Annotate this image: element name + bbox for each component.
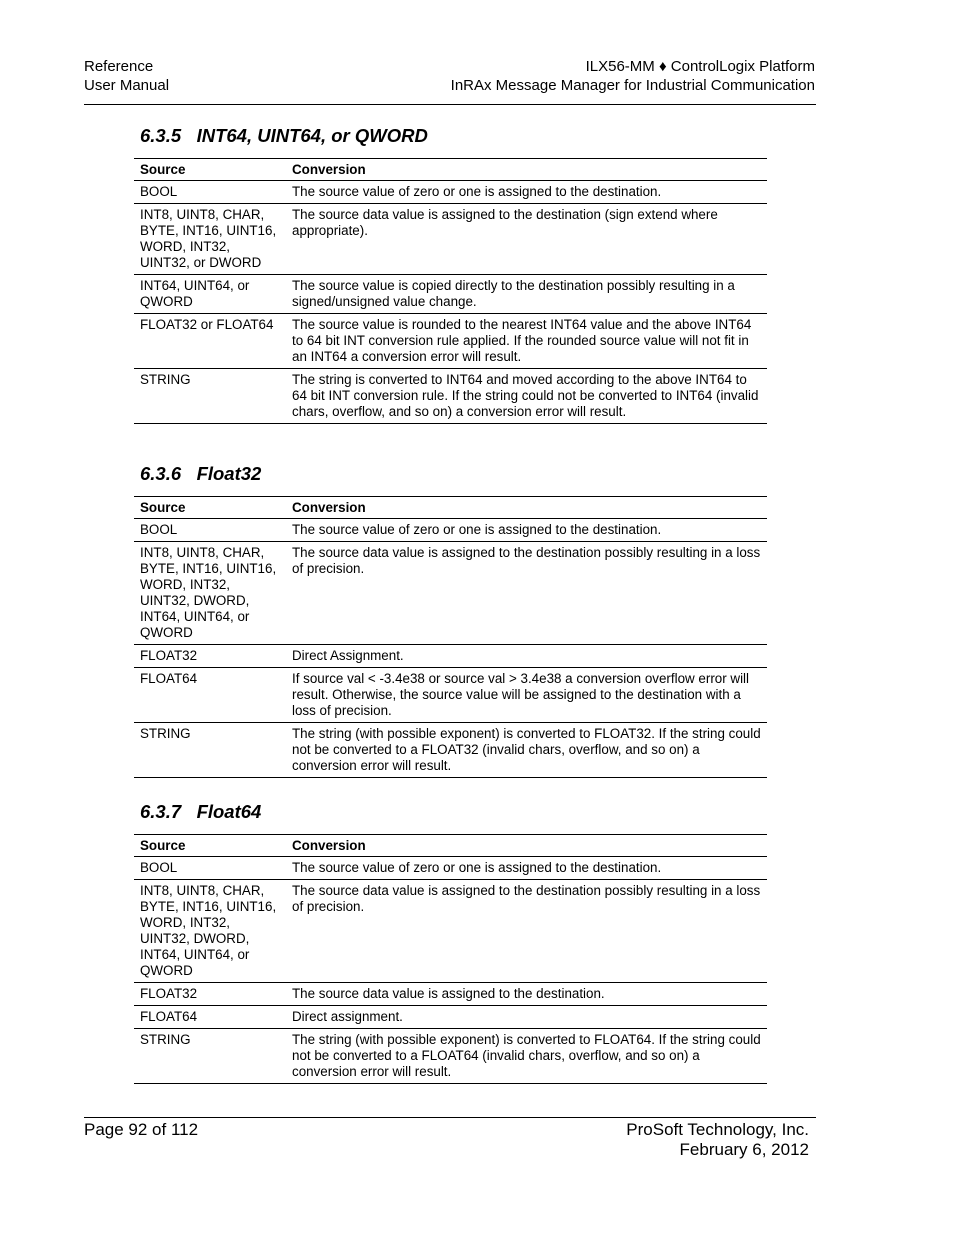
conversion-cell: The string is converted to INT64 and moved according to the above INT64 to 64 bit INT conversion rule. If the string could not be converted to INT64 (invalid chars, overflow, and so on) a conversion error will result.: [292, 372, 759, 419]
conversion-cell: The string (with possible exponent) is converted to FLOAT64. If the string could not be converted to a FLOAT64 (invalid chars, overflow, and so on) a conversion error will result.: [292, 1032, 761, 1079]
source-cell: INT8, UINT8, CHAR, BYTE, INT16, UINT16, WORD, INT32, UINT32, DWORD, INT64, UINT64, or QWORD: [140, 545, 277, 640]
table-row: [134, 181, 767, 204]
publication-date: February 6, 2012: [679, 1140, 809, 1159]
section-title-6-3-7: 6.3.7 Float64: [140, 801, 262, 822]
header-divider: [84, 104, 816, 105]
column-header-conversion: Conversion: [292, 838, 366, 853]
header-product: ILX56-MM ♦ ControlLogix Platform: [585, 58, 815, 75]
conversion-cell: The source value of zero or one is assigned to the destination.: [292, 860, 662, 875]
table-header-row: [134, 497, 767, 519]
table-row: [134, 668, 767, 723]
conversion-cell: The source value of zero or one is assigned to the destination.: [292, 184, 662, 199]
company-name: ProSoft Technology, Inc.: [626, 1120, 809, 1139]
conversion-table-float32: [134, 496, 767, 778]
source-cell: BOOL: [140, 184, 178, 199]
column-header-conversion: Conversion: [292, 162, 366, 177]
conversion-cell: Direct Assignment.: [292, 648, 404, 663]
header-product-subtitle: InRAx Message Manager for Industrial Communication: [450, 77, 815, 94]
table-row: [134, 204, 767, 275]
source-cell: FLOAT64: [140, 671, 198, 686]
conversion-table-float64: [134, 834, 767, 1084]
column-header-conversion: Conversion: [292, 500, 366, 515]
source-cell: FLOAT32: [140, 986, 198, 1001]
table-row: [134, 519, 767, 542]
source-cell: FLOAT64: [140, 1009, 198, 1024]
source-cell: STRING: [140, 726, 191, 741]
page-footer-right: [626, 1120, 809, 1160]
table-row: [134, 645, 767, 668]
conversion-cell: The source data value is assigned to the destination (sign extend where appropriate).: [292, 207, 718, 238]
source-cell: INT8, UINT8, CHAR, BYTE, INT16, UINT16, WORD, INT32, UINT32, DWORD, INT64, UINT64, or QWORD: [140, 883, 277, 978]
conversion-cell: The source value of zero or one is assigned to the destination.: [292, 522, 662, 537]
source-cell: BOOL: [140, 522, 178, 537]
header-chapter: Reference: [84, 58, 154, 75]
conversion-cell: The source value is rounded to the nearest INT64 value and the above INT64 to 64 bit INT conversion rule applied. If the rounded source value will not fit in an INT64 a conversion error will result.: [292, 317, 752, 364]
source-cell: STRING: [140, 372, 191, 387]
table-row: [134, 857, 767, 880]
source-cell: STRING: [140, 1032, 191, 1047]
header-doc-type: User Manual: [84, 77, 170, 94]
table-row: [134, 314, 767, 369]
conversion-cell: The string (with possible exponent) is converted to FLOAT32. If the string could not be converted to a FLOAT32 (invalid chars, overflow, and so on) a conversion error will result.: [292, 726, 761, 773]
column-header-source: Source: [140, 500, 186, 515]
conversion-cell: The source data value is assigned to the destination possibly resulting in a loss of precision.: [292, 883, 761, 914]
header-right: [451, 57, 815, 95]
table-row: [134, 983, 767, 1006]
conversion-cell: The source value is copied directly to the destination possibly resulting in a signed/unsigned value change.: [292, 278, 735, 309]
table-row: [134, 275, 767, 314]
table-row: [134, 723, 767, 778]
conversion-cell: The source data value is assigned to the destination possibly resulting in a loss of precision.: [292, 545, 761, 576]
source-cell: INT64, UINT64, or QWORD: [140, 278, 250, 309]
conversion-cell: The source data value is assigned to the destination.: [292, 986, 605, 1001]
table-row: [134, 1029, 767, 1084]
source-cell: BOOL: [140, 860, 178, 875]
table-row: [134, 542, 767, 645]
source-cell: FLOAT32: [140, 648, 198, 663]
header-left: [84, 57, 169, 95]
conversion-cell: Direct assignment.: [292, 1009, 403, 1024]
section-title-6-3-6: 6.3.6 Float32: [140, 463, 262, 484]
section-title-6-3-5: 6.3.5 INT64, UINT64, or QWORD: [140, 125, 428, 146]
table-header-row: [134, 835, 767, 857]
table-header-row: [134, 159, 767, 181]
conversion-cell: If source val < -3.4e38 or source val > 3.4e38 a conversion overflow error will result. Otherwise, the source value will be assigned to the destination with a loss of precision.: [292, 671, 749, 718]
table-row: [134, 1006, 767, 1029]
footer-divider: [84, 1117, 816, 1118]
conversion-table-int64: [134, 158, 767, 424]
column-header-source: Source: [140, 838, 186, 853]
source-cell: INT8, UINT8, CHAR, BYTE, INT16, UINT16, WORD, INT32, UINT32, or DWORD: [140, 207, 277, 270]
source-cell: FLOAT32 or FLOAT64: [140, 317, 274, 332]
table-row: [134, 880, 767, 983]
page-number: Page 92 of 112: [84, 1120, 199, 1139]
column-header-source: Source: [140, 162, 186, 177]
table-row: [134, 369, 767, 424]
